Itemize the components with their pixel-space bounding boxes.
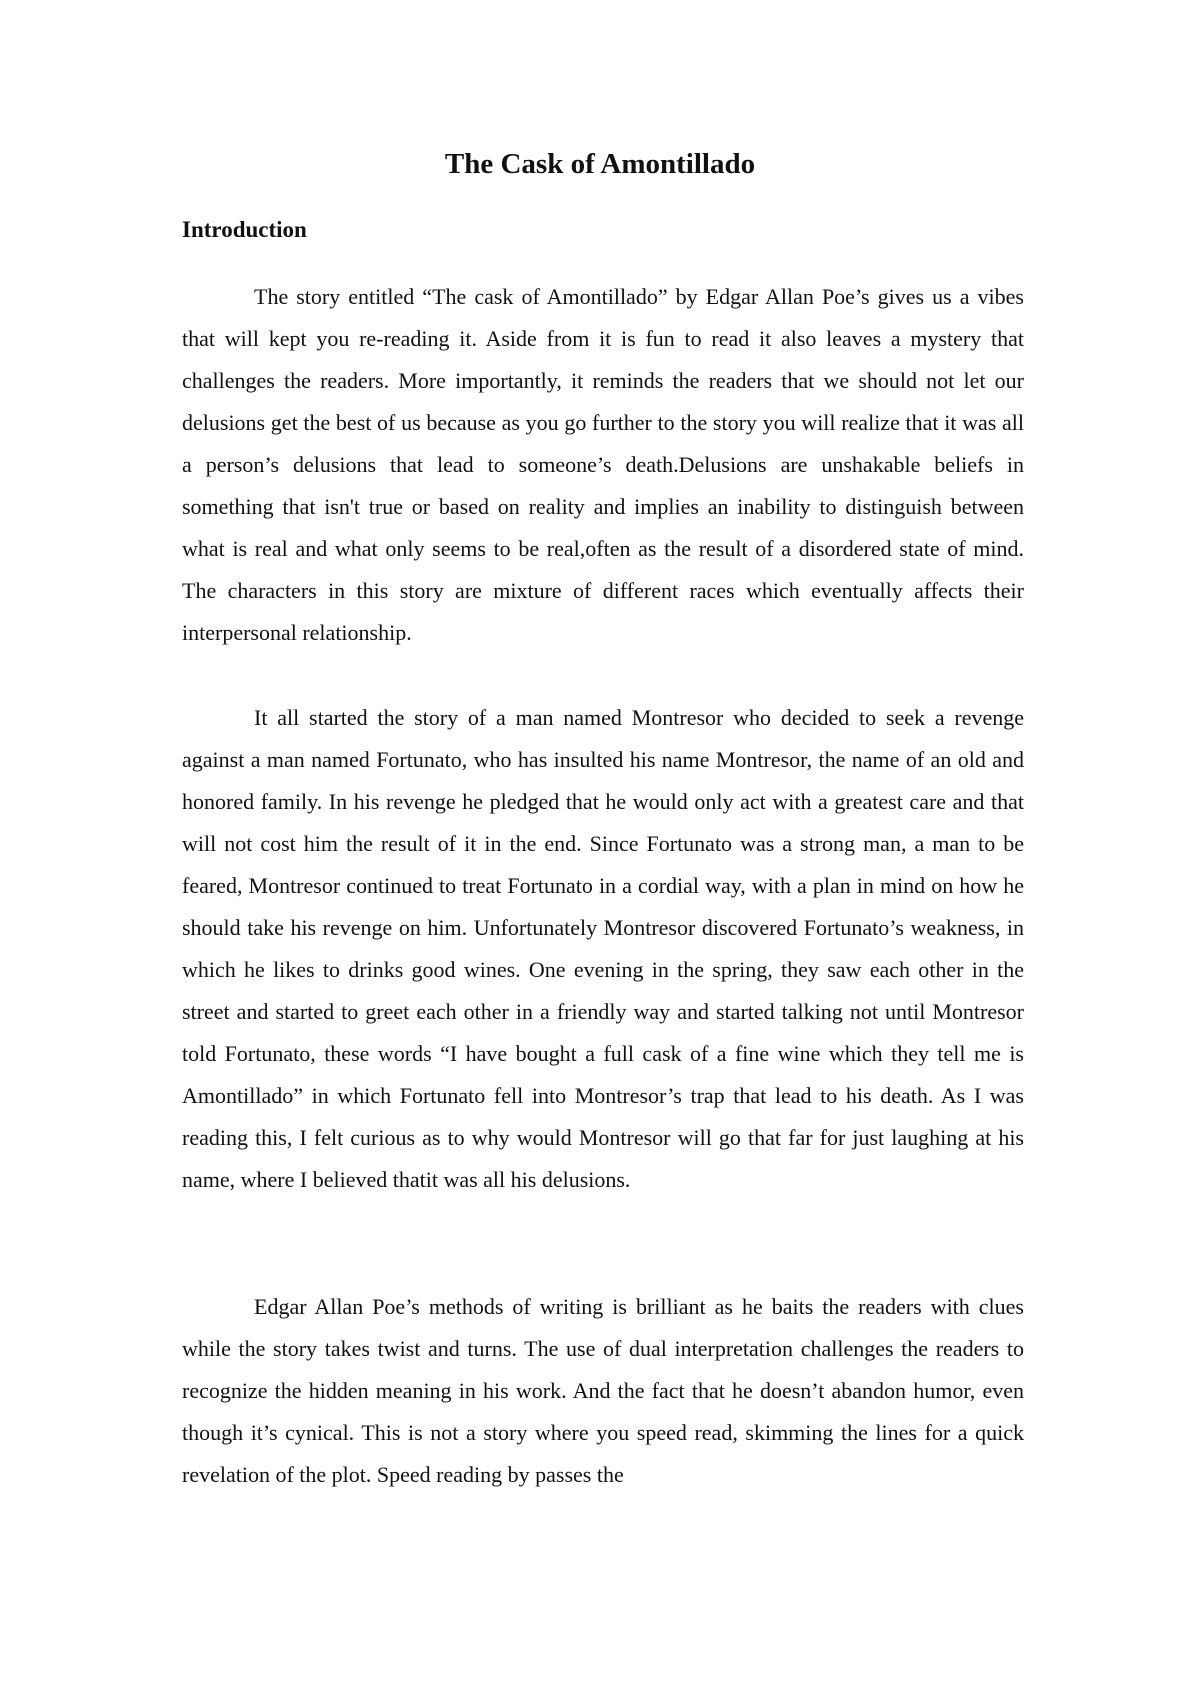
document-title: The Cask of Amontillado [444, 148, 756, 180]
paragraph-1: The story entitled “The cask of Amontillado” by Edgar Allan Poe’s gives us a vibes that will kept you re-reading it. Aside from it is fun to read it also leaves a mystery that challenges the readers. More importantly, it reminds the readers that we should not let our delusions get the best of us because as you go further to the story you will realize that it was all a person’s delusions that lead to someone’s death.Delusions are unshakable beliefs in something that isn't true or based on reality and implies an inability to distinguish between what is real and what only seems to be real,often as the result of a disordered state of mind. The characters in this story are mixture of different races which eventually affects their interpersonal relationship. [182, 284, 1024, 645]
paragraph-2: It all started the story of a man named Montresor who decided to seek a revenge against a man named Fortunato, who has insulted his name Montresor, the name of an old and honored family. In his revenge he pledged that he would only act with a greatest care and that will not cost him the result of it in the end. Since Fortunato was a strong man, a man to be feared, Montresor continued to treat Fortunato in a cordial way, with a plan in mind on how he should take his revenge on him. Unfortunately Montresor discovered Fortunato’s weakness, in which he likes to drinks good wines. One evening in the spring, they saw each other in the street and started to greet each other in a friendly way and started talking not until Montresor told Fortunato, these words “I have bought a full cask of a fine wine which they tell me is Amontillado” in which Fortunato fell into Montresor’s trap that lead to his death. As I was reading this, I felt curious as to why would Montresor will go that far for just laughing at his name, where I believed thatit was all his delusions. [182, 705, 1024, 1192]
section-heading-introduction: Introduction [182, 217, 307, 242]
paragraph-3: Edgar Allan Poe’s methods of writing is brilliant as he baits the readers with clues while the story takes twist and turns. The use of dual interpretation challenges the readers to recognize the hidden meaning in his work. And the fact that he doesn’t abandon humor, even though it’s cynical. This is not a story where you speed read, skimming the lines for a quick revelation of the plot. Speed reading by passes the [182, 1294, 1024, 1487]
